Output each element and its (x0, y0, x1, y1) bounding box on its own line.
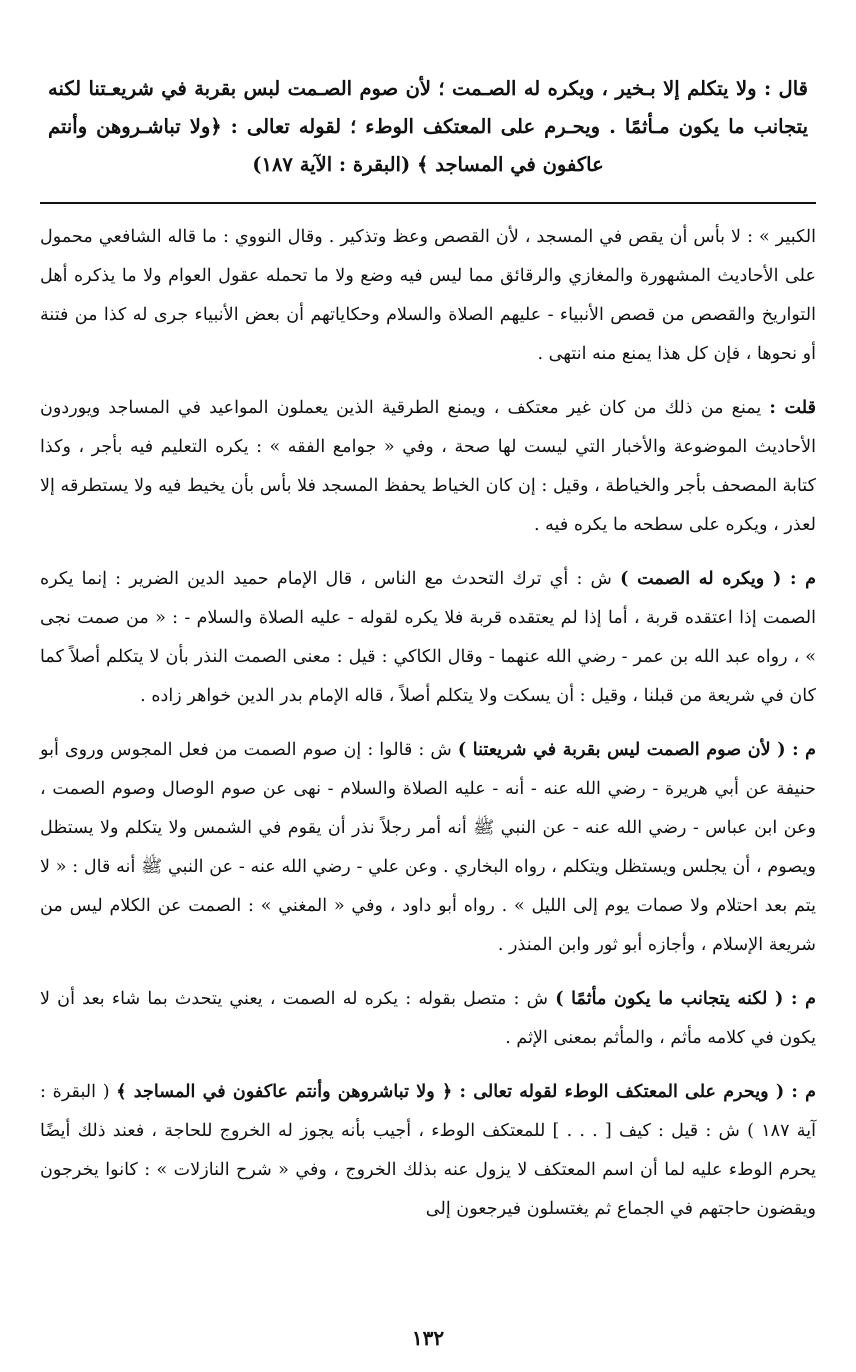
paragraph-2-lead: قلت : (769, 397, 816, 418)
paragraph-1-text: الكبير » : لا بأس أن يقص في المسجد ، لأن القصص وعظ وتذكير . وقال النووي : ما قاله الشافعي محمول على الأحاديث المشهورة والمغازي والرقائق مما ليس فيه وضع ولا ما تحمله عقول العوام ولا ما يذكره أهل التواريخ والقصص من قصص الأنبياء - عليهم الصلاة والسلام وحكاياتهم أن بعض الأنبياء جرى له كذا من فتنة أو نحوها ، فإن كل هذا يمنع منه انتهى . (40, 227, 816, 364)
paragraph-5-text: ش : متصل بقوله : يكره له الصمت ، يعني يتحدث بما شاء بعد أن لا يكون في كلامه مأثم ، والمأثم بمعنى الإثم . (40, 989, 816, 1048)
paragraph-6-text: ( البقرة : آية ١٨٧ ) ش : قيل : كيف [ . . . ] للمعتكف الوطء ، أجيب بأنه يجوز له الخروج للحاجة ، فعند ذلك أيضًا يحرم الوطء عليه لما أن اسم المعتكف لا يزول عنه بذلك الخروج ، وفي « شرح النازلات » : كانوا يخرجون ويقضون حاجتهم في الجماع ثم يغتسلون فيرجعون إلى (40, 1082, 816, 1219)
page-number: ١٣٢ (411, 1326, 445, 1350)
paragraph-4 (40, 730, 816, 965)
paragraph-4-text: ش : قالوا : إن صوم الصمت من فعل المجوس وروى أبو حنيفة عن أبي هريرة - رضي الله عنه - أنه - عليه الصلاة والسلام - نهى عن صوم الوصال وصوم الصمت ، وعن ابن عباس - رضي الله عنه - عن النبي ﷺ أنه أمر رجلاً نذر أن يقوم في الشمس ولا يتكلم ولا يستظل ويصوم ، أن يجلس ويستظل ويتكلم ، رواه البخاري . وعن علي - رضي الله عنه - عن النبي ﷺ أنه قال : « لا يتم بعد احتلام ولا صمات يوم إلى الليل » . رواه أبو داود ، وفي « المغني » : الصمت عن الكلام ليس من شريعة الإسلام ، وأجازه أبو ثور وابن المنذر . (40, 740, 816, 955)
paragraph-5 (40, 979, 816, 1058)
paragraph-5-lead: م : ( لكنه يتجانب ما يكون مأثمًا ) (555, 988, 816, 1009)
paragraph-1 (40, 218, 816, 374)
paragraph-6-lead: م : ( ويحرم على المعتكف الوطء لقوله تعالى : ﴿ ولا تباشروهن وأنتم عاكفون في المساجد ﴾ (116, 1081, 817, 1102)
commentary (40, 218, 816, 1229)
paragraph-4-lead: م : ( لأن صوم الصمت ليس بقربة في شريعتنا ) (457, 739, 817, 760)
paragraph-3 (40, 559, 816, 716)
paragraph-3-text: ش : أي ترك التحدث مع الناس ، قال الإمام حميد الدين الضرير : إنما يكره الصمت إذا اعتقده قربة ، أما إذا لم يعتقده قربة فلا يكره لقوله - عليه الصلاة والسلام - : « من صمت نجى » ، رواه عبد الله بن عمر - رضي الله عنهما - وقال الكاكي : قيل : معنى الصمت النذر بأن لا يتكلم أصلاً كما كان في شريعة من قبلنا ، وقيل : أن يسكت ولا يتكلم أصلاً ، قاله الإمام بدر الدين خواهر زاده . (40, 569, 816, 706)
paragraph-2 (40, 388, 816, 545)
separator-rule (40, 202, 816, 204)
paragraph-3-lead: م : ( ويكره له الصمت ) (620, 568, 817, 589)
paragraph-6 (40, 1072, 816, 1229)
matn-text: قال : ولا يتكلم إلا بـخير ، ويكره له الصـمت ؛ لأن صوم الصـمت لبس بقربة في شريعـتنا لكنه يتجانب ما يكون مـأثمًا . ويحـرم على المعتكف الوطء ؛ لقوله تعالى : ﴿ولا تباشـروهن وأنتم عاكفون في المساجد ﴾ (البقرة : الآية ١٨٧) (48, 77, 808, 176)
paragraph-2-text: يمنع من ذلك من كان غير معتكف ، ويمنع الطرقية الذين يعملون المواعيد في المساجد ويوردون الأحاديث الموضوعة والأخبار التي ليست لها صحة ، وفي « جوامع الفقه » : يكره التعليم فيه بأجر ، وكذا كتابة المصحف بأجر والخياطة ، وقيل : إن كان الخياط يحفظ المسجد فلا بأس بأن يخيط فيه ولا يستطرقه إلا لعذر ، ويكره على سطحه ما يكره فيه . (40, 398, 816, 535)
